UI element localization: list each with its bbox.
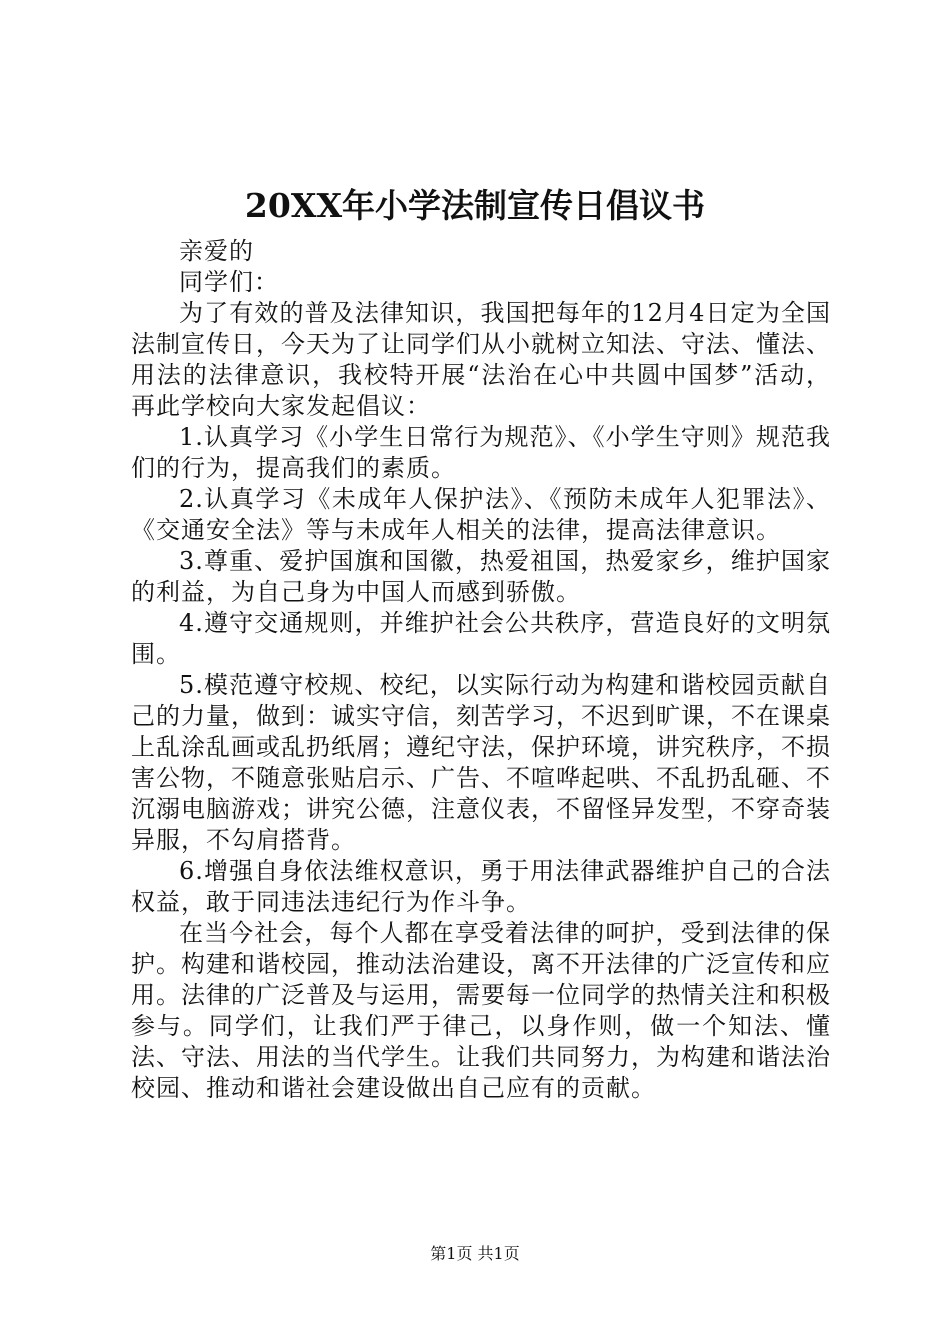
intro-paragraph: 为了有效的普及法律知识，我国把每年的12月4日定为全国法制宣传日，今天为了让同学们从小就树立知法、守法、懂法、用法的法律意识，我校特开展“法治在心中共圆中国梦”活动，再此学校向大家发起倡议：: [131, 299, 831, 420]
proposal-item-1: 1.认真学习《小学生日常行为规范》、《小学生守则》规范我们的行为，提高我们的素质。: [131, 423, 831, 482]
document-title: 20XX年小学法制宣传日倡议书: [244, 186, 706, 225]
proposal-item-6: 6.增强自身依法维权意识，勇于用法律武器维护自己的合法权益，敢于同违法违纪行为作斗争。: [131, 857, 831, 916]
proposal-item-2: 2.认真学习《未成年人保护法》、《预防未成年人犯罪法》、《交通安全法》等与未成年人相关的法律，提高法律意识。: [131, 485, 831, 544]
proposal-item-4: 4.遵守交通规则，并维护社会公共秩序，营造良好的文明氛围。: [131, 609, 831, 668]
document-body: [131, 236, 831, 1104]
proposal-item-3: 3.尊重、爱护国旗和国徽，热爱祖国，热爱家乡，维护国家的利益，为自己身为中国人而感到骄傲。: [131, 547, 831, 606]
page-number-footer: 第1页 共1页: [430, 1244, 520, 1263]
greeting-line-2: 同学们：: [179, 268, 279, 296]
closing-paragraph: 在当今社会，每个人都在享受着法律的呵护，受到法律的保护。构建和谐校园，推动法治建设，离不开法律的广泛宣传和应用。法律的广泛普及与运用，需要每一位同学的热情关注和积极参与。同学们，让我们严于律己，以身作则，做一个知法、懂法、守法、用法的当代学生。让我们共同努力，为构建和谐法治校园、推动和谐社会建设做出自己应有的贡献。: [131, 919, 831, 1102]
greeting-line-1: 亲爱的: [179, 237, 254, 265]
proposal-item-5: 5.模范遵守校规、校纪，以实际行动为构建和谐校园贡献自己的力量，做到：诚实守信，刻苦学习，不迟到旷课，不在课桌上乱涂乱画或乱扔纸屑；遵纪守法，保护环境，讲究秩序，不损害公物，不随意张贴启示、广告、不喧哗起哄、不乱扔乱砸、不沉溺电脑游戏；讲究公德，注意仪表，不留怪异发型，不穿奇装异服，不勾肩搭背。: [131, 671, 831, 854]
